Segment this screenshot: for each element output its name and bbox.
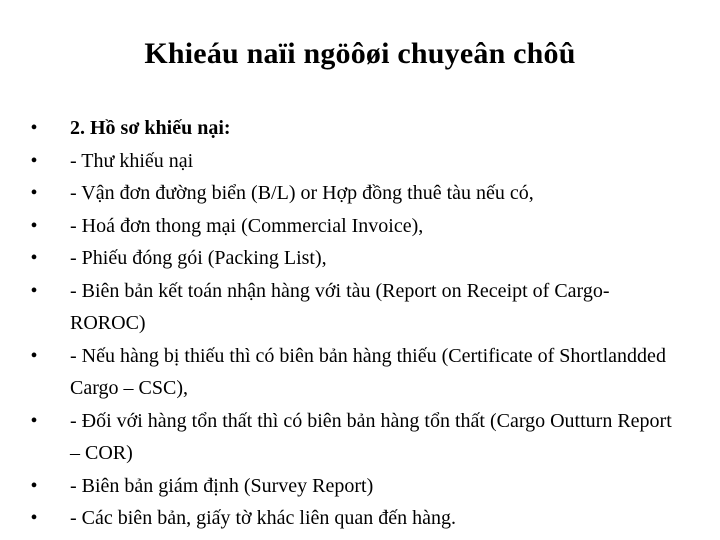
bullet-dot-icon: •: [30, 149, 38, 172]
list-item-text: - Nếu hàng bị thiếu thì có biên bản hàng thiếu (Certificate of Shortlandded Cargo – CSC),: [70, 344, 666, 399]
bullet-dot-icon: •: [30, 344, 38, 367]
list-item: [22, 502, 672, 535]
list-item: [22, 177, 672, 210]
list-item: [22, 210, 672, 243]
list-item-text: - Biên bản giám định (Survey Report): [70, 474, 374, 497]
list-item: [22, 275, 672, 340]
bullet-dot-icon: •: [30, 117, 38, 139]
list-item: [22, 470, 672, 503]
list-item: [22, 405, 672, 470]
list-item: [22, 145, 672, 178]
list-item-text: - Đối với hàng tổn thất thì có biên bản hàng tổn thất (Cargo Outturn Report – COR): [70, 409, 672, 464]
list-item-text: - Vận đơn đường biển (B/L) or Hợp đồng thuê tàu nếu có,: [70, 182, 534, 204]
list-item-text: - Hoá đơn thong mại (Commercial Invoice),: [70, 214, 424, 237]
list-item: [22, 242, 672, 275]
list-item-text: - Các biên bản, giấy tờ khác liên quan đến hàng.: [70, 507, 457, 529]
bullet-dot-icon: •: [30, 247, 38, 269]
bullet-dot-icon: •: [30, 279, 38, 302]
list-item-text: - Phiếu đóng gói (Packing List),: [70, 247, 327, 269]
bullet-dot-icon: •: [30, 409, 38, 432]
bullet-dot-icon: •: [30, 182, 38, 204]
bullet-dot-icon: •: [30, 474, 38, 497]
list-item-text: 2. Hồ sơ khiếu nại:: [70, 117, 231, 139]
bullet-list: [22, 112, 672, 535]
list-item: [22, 112, 672, 145]
bullet-dot-icon: •: [30, 214, 38, 237]
list-item-text: - Biên bản kết toán nhận hàng với tàu (Report on Receipt of Cargo-ROROC): [70, 279, 610, 334]
slide-title: Khieáu naïi ngöôøi chuyeân chôû: [144, 37, 576, 70]
list-item: [22, 340, 672, 405]
bullet-dot-icon: •: [30, 507, 38, 529]
list-item-text: - Thư khiếu nại: [70, 149, 194, 172]
